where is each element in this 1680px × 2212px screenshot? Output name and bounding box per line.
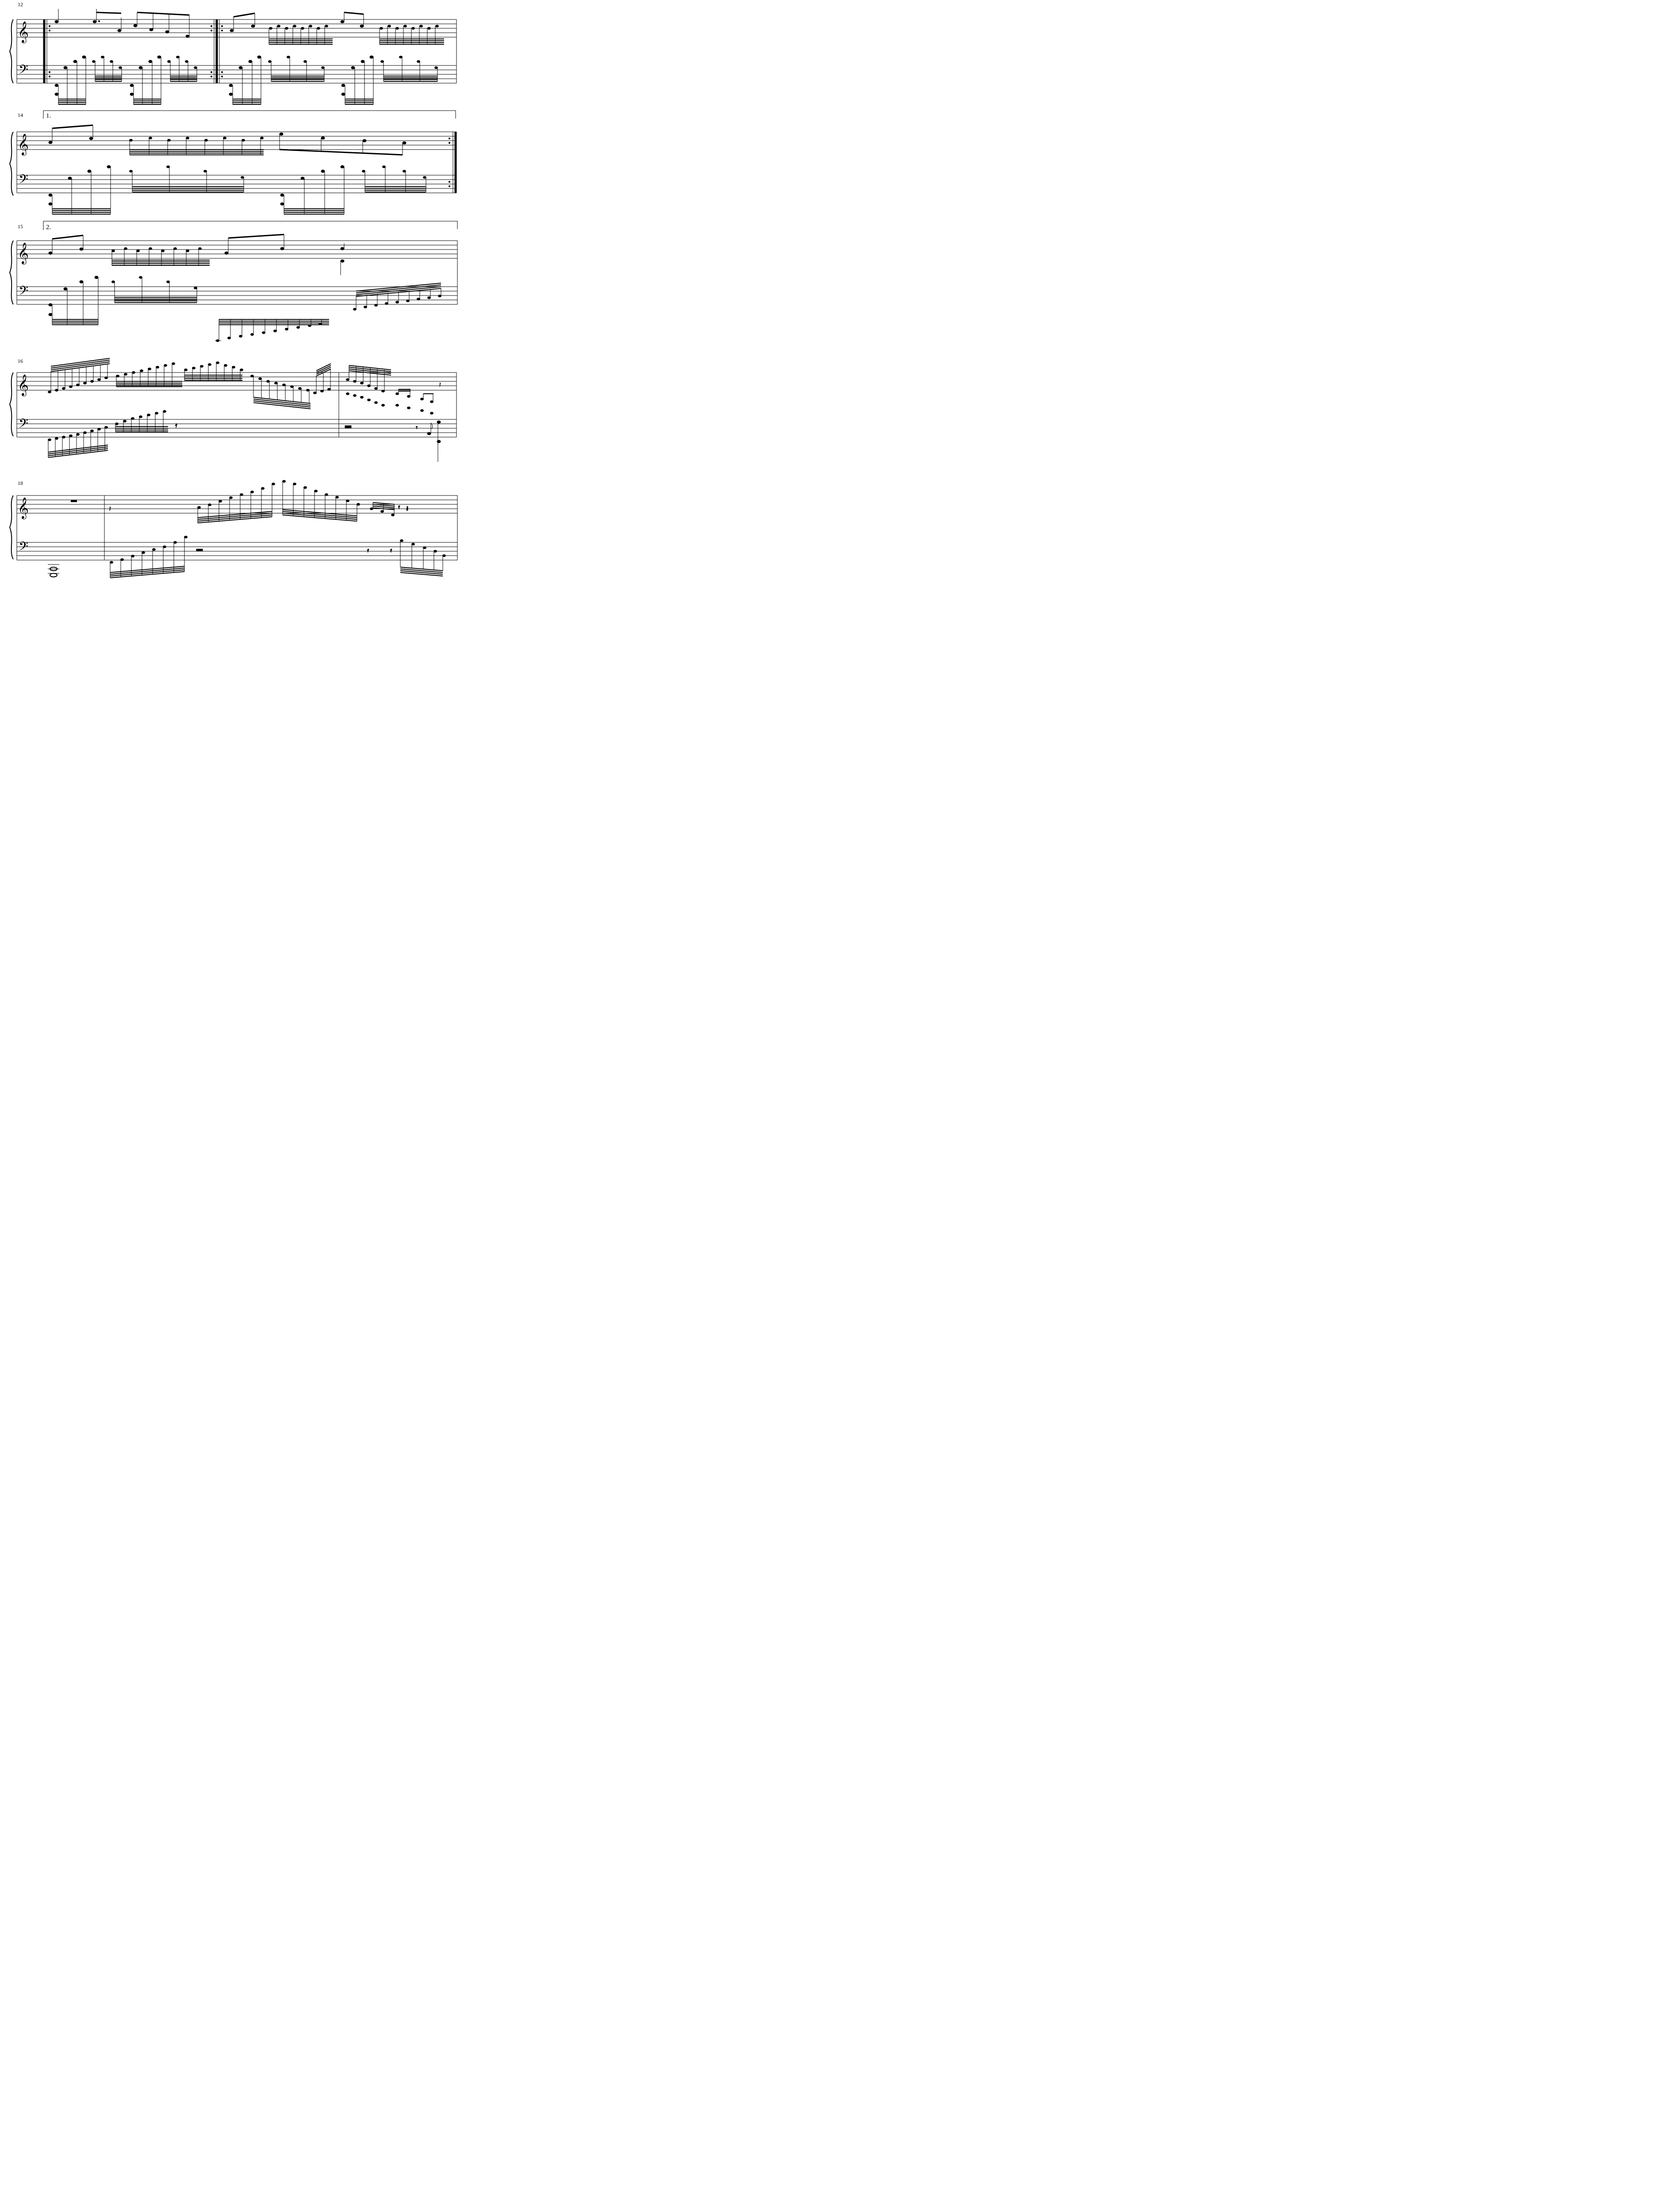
rest-icon: 𝄿 <box>390 547 392 554</box>
measure-number-15: 15 <box>18 223 23 230</box>
treble-clef-icon: 𝄞 <box>18 374 29 396</box>
brace <box>10 19 13 83</box>
treble-run-m19 <box>198 480 409 523</box>
bass-staff <box>17 65 456 83</box>
second-ending-bracket <box>43 221 457 230</box>
treble-notes-m14 <box>49 125 406 155</box>
half-rest-icon <box>196 549 203 551</box>
treble-notes-m12 <box>55 9 189 38</box>
quarter-rest-icon: 𝄽 <box>439 380 441 390</box>
treble-clef-icon: 𝄞 <box>18 497 29 518</box>
treble-run-m16 <box>48 358 331 409</box>
quarter-rest-icon: 𝄽 <box>109 504 111 514</box>
score-page <box>0 0 467 697</box>
bass-arpeggio-2 <box>92 56 122 82</box>
bass-clef-icon: 𝄢 <box>19 62 28 80</box>
measure-number-18: 18 <box>18 480 23 486</box>
bass-whole-notes-m18 <box>48 565 59 577</box>
brace <box>10 132 13 196</box>
treble-run-m17 <box>346 365 434 415</box>
measure-number-12: 12 <box>18 1 23 8</box>
bass-clef-icon: 𝄢 <box>19 284 28 301</box>
whole-rest-icon <box>71 500 77 502</box>
system-3 <box>10 221 457 342</box>
system-1 <box>10 1 456 104</box>
bass-arpeggio-3 <box>130 56 161 104</box>
bass-notes-m15 <box>49 276 441 342</box>
bass-arpeggio-1 <box>55 56 86 104</box>
bass-clef-icon: 𝄢 <box>19 539 28 557</box>
treble-clef-icon: 𝄞 <box>18 21 29 42</box>
barlines <box>17 132 456 193</box>
rising-scale-run <box>353 283 441 311</box>
rest-icon: 𝄿 <box>175 421 177 429</box>
bass-run-m16 <box>48 411 178 458</box>
first-ending-label: 1. <box>46 112 51 119</box>
bass-notes-system-1 <box>55 56 438 104</box>
bass-arpeggio-4 <box>168 56 197 82</box>
barlines <box>17 19 456 83</box>
first-ending-bracket <box>43 111 456 119</box>
bass-arpeggio-8 <box>381 56 438 82</box>
second-ending-label: 2. <box>46 224 51 231</box>
measure-number-14: 14 <box>18 112 23 118</box>
system-4 <box>10 358 456 462</box>
eighth-rest-icon: 𝄾 <box>416 423 418 432</box>
treble-staff <box>17 132 456 150</box>
barlines <box>17 373 456 437</box>
system-5 <box>10 480 457 578</box>
rest-icon: 𝄿 <box>367 547 369 554</box>
quarter-rest-icon: 𝄽 <box>406 504 409 514</box>
low-scale-run <box>215 319 329 342</box>
system-2 <box>10 111 456 214</box>
bass-notes-m14 <box>49 165 426 214</box>
measure-number-16: 16 <box>18 358 23 364</box>
bass-m17 <box>345 421 441 462</box>
brace <box>10 373 13 436</box>
bass-arpeggio-6 <box>268 56 325 82</box>
rest-icon: 𝄿 <box>398 503 400 511</box>
bass-clef-icon: 𝄢 <box>19 416 28 434</box>
brace <box>10 495 13 559</box>
treble-clef-icon: 𝄞 <box>18 133 29 155</box>
half-rest-icon <box>345 426 351 428</box>
treble-clef-icon: 𝄞 <box>18 242 29 264</box>
treble-staff <box>17 19 456 37</box>
bass-clef-icon: 𝄢 <box>19 172 28 190</box>
bass-arpeggio-7 <box>341 56 373 104</box>
brace <box>10 241 13 304</box>
bass-arpeggio-5 <box>229 56 261 104</box>
bass-staff <box>17 419 456 437</box>
